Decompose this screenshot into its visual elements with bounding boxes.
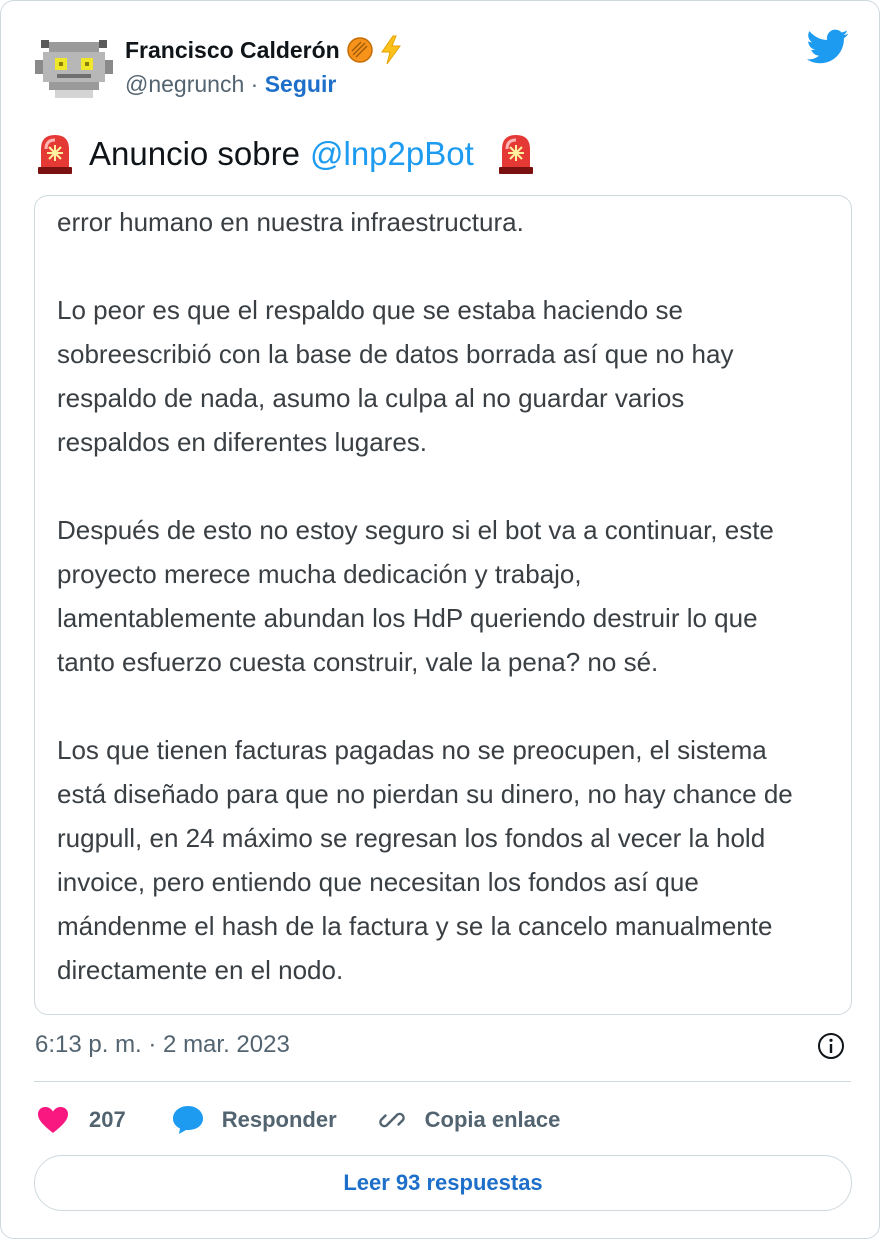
heart-icon [37,1106,69,1134]
author-name-row[interactable] [125,35,402,65]
twitter-bird-icon[interactable] [807,29,849,65]
read-replies-button[interactable]: Leer 93 respuestas [34,1155,852,1211]
bitcoin-coin-icon [346,36,374,64]
follow-button[interactable]: Seguir [264,71,337,97]
handle-row [125,71,336,98]
tweet-timestamp[interactable]: 6:13 p. m. · 2 mar. 2023 [35,1031,290,1058]
tweet-headline [35,133,536,175]
info-icon[interactable] [817,1032,845,1060]
copy-link-button[interactable] [377,1105,561,1135]
reply-label: Responder [221,1107,337,1132]
avatar[interactable] [35,34,113,100]
author-name[interactable]: Francisco Calderón [125,36,340,63]
link-icon [377,1105,407,1135]
reply-bubble-icon [172,1105,204,1135]
image-text-body: error humano en nuestra infraestructura. Lo peor es que el respaldo que se estaba haciendo se sobreescribió con la base de datos borrada así que no hay respaldo de nada, asumo la culpa al no guardar varios respaldos en diferentes lugares. Después de esto no estoy seguro si el bot va a continuar, este proyecto merece mucha dedicación y trabajo, lamentablemente abundan los HdP queriendo destruir lo que tanto esfuerzo cuesta construir, vale la pena? no sé. Los que tienen facturas pagadas no se preocupen, el sistema está diseñado para que no pierdan su dinero, no hay chance de rugpull, en 24 máximo se regresan los fondos al vecer la hold invoice, pero entiendo que necesitan los fondos así que mándenme el hash de la factura y se la cancelo manualmente directamente en el nodo. [57,207,793,985]
like-button[interactable] [37,1106,126,1134]
attached-image-text[interactable] [34,195,852,1015]
reply-button[interactable] [172,1105,337,1135]
copy-link-label: Copia enlace [424,1107,561,1132]
lightning-bolt-icon [380,35,402,65]
mention-link[interactable]: @lnp2pBot [309,135,474,172]
siren-icon [496,133,536,175]
separator-dot: · [244,71,265,97]
headline-prefix: Anuncio sobre [89,135,300,172]
action-bar [37,1099,560,1141]
divider [34,1081,851,1082]
author-handle[interactable]: @negrunch [125,71,245,97]
like-count: 207 [89,1107,126,1132]
siren-icon [35,133,75,175]
